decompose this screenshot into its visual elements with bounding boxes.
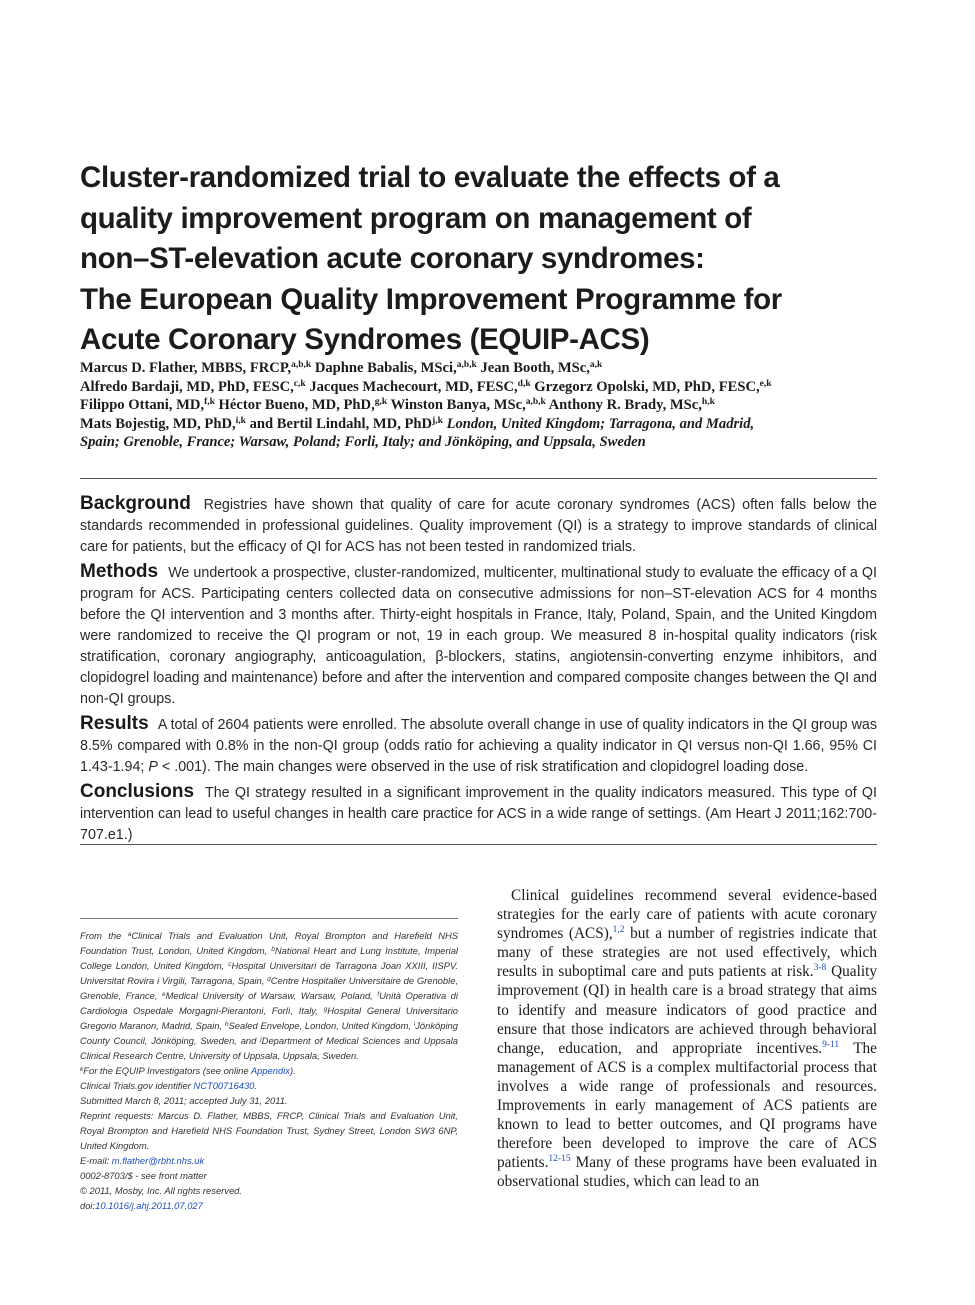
abstract-methods — [80, 562, 877, 709]
author-name: Filippo Ottani, MD, — [80, 397, 205, 413]
affiliation: Department of Medical Sciences and Uppsala Clinical Research Centre, University of Uppsala, Uppsala, Sweden. — [80, 1035, 459, 1061]
section-heading: Background — [80, 493, 191, 514]
author-name: Alfredo Bardaji, MD, PhD, FESC, — [80, 378, 294, 395]
appendix-link[interactable]: Appendix — [250, 1065, 290, 1076]
affiliation: National Heart and Lung Institute, Imperial College London, United Kingdom, — [80, 945, 459, 971]
affiliation: Centre Hospitalier Universitaire de Grenoble, Grenoble, France, — [80, 975, 459, 1001]
title-line: quality improvement program on management of — [80, 201, 752, 235]
title-line: Acute Coronary Syndromes (EQUIP-ACS) — [80, 323, 650, 356]
affiliation-marker: e — [161, 991, 166, 998]
doi-label: doi: — [80, 1200, 96, 1211]
citation-link[interactable]: 9-11 — [822, 1039, 840, 1050]
abstract-background — [80, 494, 877, 558]
author-name: Jean Booth, MSc, — [480, 360, 590, 376]
p-value-symbol: P — [148, 758, 158, 775]
footnote-divider — [80, 918, 458, 919]
contact-email — [80, 1153, 458, 1168]
author-name: Héctor Bueno, MD, PhD, — [218, 397, 375, 413]
affiliation-marker: b — [271, 946, 275, 953]
trial-identifier — [80, 1078, 458, 1093]
author-list — [80, 359, 880, 452]
issn: 0002-8703/$ - see front matter — [80, 1170, 207, 1181]
affiliation-marker: g — [323, 1006, 328, 1013]
citation-link[interactable]: 1,2 — [612, 925, 625, 936]
affiliation-marker: c — [228, 961, 232, 968]
author-name: Mats Bojestig, MD, PhD, — [80, 415, 236, 432]
doi — [80, 1198, 458, 1213]
investigators-note — [80, 1063, 458, 1078]
affiliation: Jönköping County Council, Jönköping, Sweden, and — [80, 1020, 458, 1046]
reprint-requests: Reprint requests: Marcus D. Flather, MBBS, FRCP, Clinical Trials and Evaluation Unit, Royal Brompton and Harefield NHS Foundation Trust, Sydney Street, London SW3 6NP, United Kingdom. — [80, 1110, 458, 1151]
affiliation-marker: a — [127, 931, 132, 938]
affiliation-marker: e,k — [759, 378, 772, 389]
abstract-results — [80, 714, 877, 778]
affiliation-marker: f — [377, 991, 380, 998]
title-line: Cluster-randomized trial to evaluate the effects of a — [80, 161, 780, 194]
punctuation: . — [254, 1080, 258, 1091]
author-name: Winston Banya, MSc, — [390, 397, 526, 413]
affiliation-marker: g,k — [374, 397, 388, 407]
article-title — [80, 158, 870, 361]
author-name: Grzegorz Opolski, MD, PhD, FESC, — [534, 378, 760, 395]
investigators-text: For the EQUIP Investigators (see online — [83, 1065, 249, 1076]
affiliation: Sealed Envelope, London, United Kingdom, — [228, 1020, 412, 1031]
affiliation: Hospital Universitari de Tarragona Joan XXIII, IISPV. Universitat Rovira i Virgili, Tarragona, Spain, — [80, 960, 458, 986]
affiliation: Hospital General Universitario Gregorio Maranon, Madrid, Spain, — [80, 1005, 458, 1031]
affiliation-marker: i,k — [235, 415, 246, 426]
section-text: Registries have shown that quality of care for acute coronary syndromes (ACS) often falls below the standards recommended in professional guidelines. Quality improvement (QI) is a strategy to improve standards of clinical care for patients, but the efficacy of QI for ACS has not been tested in randomized trials. — [80, 497, 877, 555]
affiliation-marker: i — [413, 1021, 416, 1028]
affiliation-marker: h — [224, 1021, 229, 1028]
email-link[interactable]: m.flather@rbht.nhs.uk — [111, 1155, 205, 1166]
divider — [80, 478, 877, 479]
affiliation-marker: d — [267, 976, 271, 983]
footnotes — [80, 928, 458, 1213]
affiliation-marker: k — [80, 1066, 84, 1073]
affiliation-marker: a,b,k — [525, 397, 546, 407]
trial-registry-link[interactable]: NCT00716430 — [193, 1080, 255, 1091]
affiliation-marker: a,b,k — [291, 360, 312, 370]
paragraph-text: Quality improvement (QI) in health care is a broad strategy that aims to identify and measure indicators of good practice and ensure that those indicators are achieved through behavioral change, education, and appropriate incentives. — [497, 963, 877, 1057]
affiliations — [80, 928, 458, 1063]
paragraph-text: Clinical guidelines recommend several evidence-based strategies for the early care of patients with acute coronary syndromes (ACS), — [497, 887, 877, 943]
citation-link[interactable]: 12-15 — [548, 1154, 571, 1165]
affiliation-marker: d,k — [517, 378, 531, 389]
paragraph-text: The management of ACS is a complex multifactorial process that involves a wide range of professionals and resources. Improvements in early management of ACS patients are known to lead to better outcomes, and QI programs have therefore been developed to improve the care of ACS patients. — [497, 1039, 877, 1172]
section-heading: Methods — [80, 561, 159, 583]
affiliation-marker: c,k — [293, 378, 306, 389]
affiliation-marker: a,b,k — [456, 360, 477, 370]
author-name: Anthony R. Brady, MSc, — [548, 397, 702, 413]
author-name: Jacques Machecourt, MD, FESC, — [309, 378, 518, 395]
section-heading: Results — [80, 713, 149, 735]
section-text: < .001). The main changes were observed in the use of risk stratification and clopidogrel loading dose. — [161, 758, 809, 775]
paragraph-text: but a number of registries indicate that many of these strategies are not used effectively, which results in suboptimal care and puts patients at risk. — [497, 925, 877, 981]
paragraph-text: Many of these programs have been evaluated in observational studies, which can lead to an — [497, 1154, 877, 1191]
divider — [80, 844, 877, 845]
copyright: © 2011, Mosby, Inc. All rights reserved. — [80, 1185, 243, 1196]
section-text: A total of 2604 patients were enrolled. The absolute overall change in use of quality indicators in the QI group was 8.5% compared with 0.8% in the non-QI group (odds ratio for achieving a quality indicator in QI versus non-QI 1.66, 95% CI 1.43-1.94; — [80, 717, 878, 775]
title-line: The European Quality Improvement Programme for — [80, 282, 782, 316]
title-line: non–ST-elevation acute coronary syndromes: — [80, 242, 705, 275]
author-name: Marcus D. Flather, MBBS, FRCP, — [80, 360, 292, 376]
author-locations: London, United Kingdom; Tarragona, and Madrid, — [446, 415, 755, 432]
affiliation-marker: f,k — [204, 397, 215, 407]
section-text: We undertook a prospective, cluster-randomized, multicenter, multinational study to evaluate the efficacy of a QI program for ACS. Participating centers collected data on consecutive admissions for non–ST-elevation ACS for 4 months before the QI intervention and 3 months after. Thirty-eight hospitals in France, Italy, Poland, Spain, and the United Kingdom were randomized to receive the QI program or not, 19 in each group. We measured 8 in-hospital quality indicators (risk stratification, coronary angiography, anticoagulation, β-blockers, statins, angiotensin-converting enzyme inhibitors, and clopidogrel loading and maintenance) before and after the intervention and compared composite changes between the QI and non-QI groups. — [80, 565, 877, 707]
email-label: E-mail: — [80, 1155, 110, 1166]
affiliation-marker: a,k — [589, 360, 603, 370]
punctuation: ). — [289, 1065, 296, 1076]
submission-dates: Submitted March 8, 2011; accepted July 31, 2011. — [80, 1095, 288, 1106]
affiliation: Unità Operativa di Cardiologia Ospedale Morgagni-Pierantoni, Forlì, Italy, — [80, 990, 458, 1016]
affiliation: Medical University of Warsaw, Warsaw, Poland, — [165, 990, 373, 1001]
section-text: The QI strategy resulted in a significant improvement in the quality indicators measured. This type of QI intervention can lead to useful changes in health care practice for ACS in a wide range of settings. (Am Heart J 2011;162:700-707.e1.) — [80, 785, 877, 844]
affiliation-marker: h,k — [701, 397, 715, 407]
author-name: and Bertil Lindahl, MD, PhD — [249, 415, 433, 432]
trial-label: Clinical Trials.gov identifier — [80, 1080, 191, 1091]
affiliation-marker: j,k — [432, 415, 443, 426]
body-text — [497, 886, 877, 1192]
affiliation-marker: j — [260, 1036, 262, 1043]
author-locations: Spain; Grenoble, France; Warsaw, Poland; Forli, Italy; and Jönköping, and Uppsala, Sweden — [80, 434, 646, 450]
abstract — [80, 494, 877, 851]
section-heading: Conclusions — [80, 781, 195, 803]
author-name: Daphne Babalis, MSci, — [314, 360, 457, 376]
abstract-conclusions — [80, 782, 877, 846]
citation-link[interactable]: 3-8 — [813, 963, 827, 974]
affiliation: Clinical Trials and Evaluation Unit, Royal Brompton and Harefield NHS Foundation Trust, London, United Kingdom, — [80, 930, 458, 956]
doi-link[interactable]: 10.1016/j.ahj.2011.07.027 — [95, 1200, 203, 1211]
affiliations-intro: From the — [80, 930, 122, 941]
